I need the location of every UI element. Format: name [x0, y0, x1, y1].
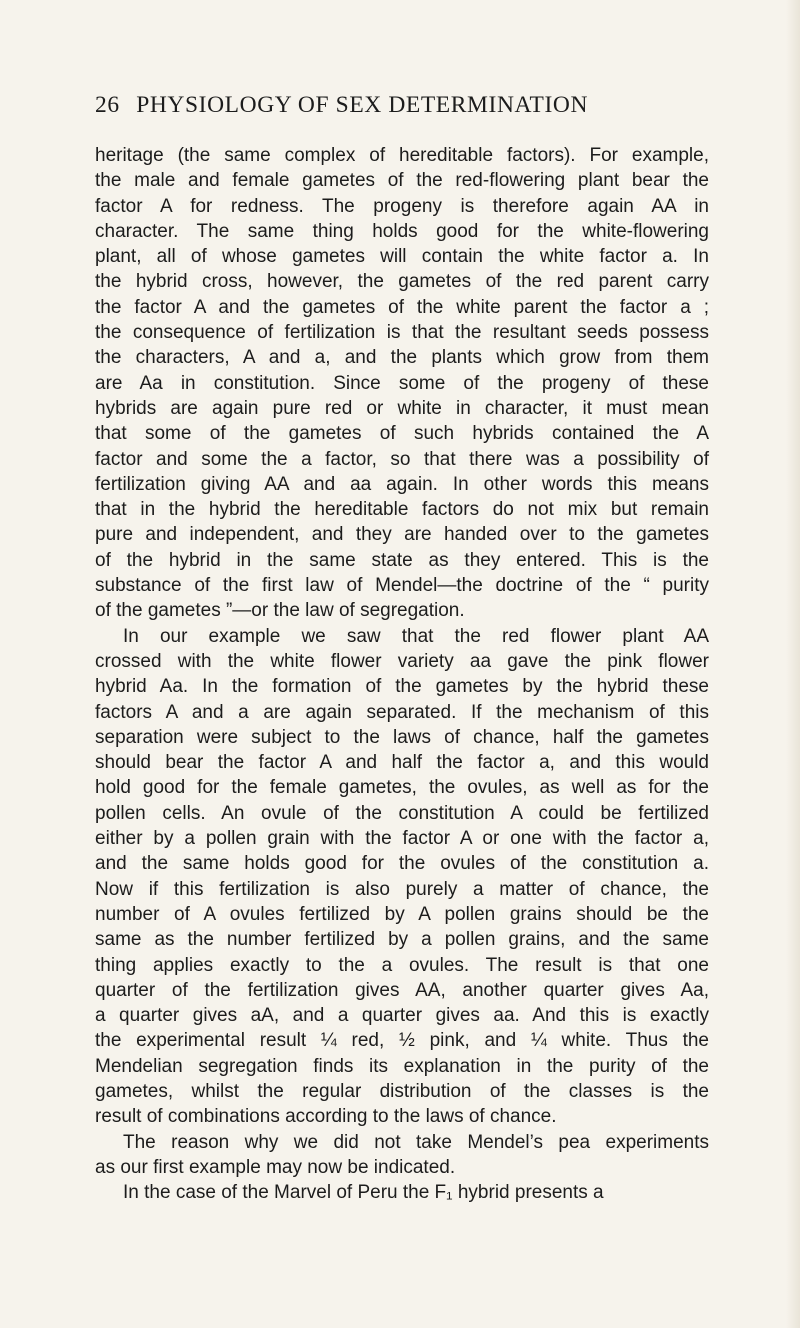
text-line: are Aa in constitution. Since some of the progeny of these: [95, 372, 709, 394]
text-line: crossed with the white flower variety aa gave the pink flower: [95, 650, 709, 672]
text-line: quarter of the fertilization gives AA, another quarter gives Aa,: [95, 979, 709, 1001]
text-line: pollen cells. An ovule of the constitution A could be fertilized: [95, 802, 709, 824]
text-line: hybrid Aa. In the formation of the gametes by the hybrid these: [95, 676, 709, 698]
text-line: should bear the factor A and half the factor a, and this would: [95, 752, 709, 774]
page-edge-shadow: [786, 0, 800, 1328]
text-line: result of combinations according to the laws of chance.: [95, 1106, 557, 1128]
text-line: gametes, whilst the regular distribution of the classes is the: [95, 1080, 709, 1102]
text-line: factors A and a are again separated. If the mechanism of this: [95, 701, 709, 723]
text-line: pure and independent, and they are handed over to the gametes: [95, 524, 709, 546]
text-line: the factor A and the gametes of the white parent the factor a ;: [95, 296, 709, 318]
text-line: factor and some the a factor, so that there was a possibility of: [95, 448, 709, 470]
text-line: The reason why we did not take Mendel’s pea experiments: [123, 1131, 709, 1153]
text-line: that in the hybrid the hereditable factors do not mix but remain: [95, 499, 709, 521]
text-line: the male and female gametes of the red-flowering plant bear the: [95, 170, 709, 192]
text-line: a quarter gives aA, and a quarter gives aa. And this is exactly: [95, 1005, 709, 1027]
page-number: 26: [95, 92, 120, 118]
text-line: character. The same thing holds good for the white-flowering: [95, 220, 709, 242]
body-text: [95, 143, 709, 1205]
text-line: hold good for the female gametes, the ovules, as well as for the: [95, 777, 709, 799]
text-line: thing applies exactly to the a ovules. The result is that one: [95, 954, 709, 976]
text-line: factor A for redness. The progeny is therefore again AA in: [95, 195, 709, 217]
text-line: the experimental result ¼ red, ½ pink, and ¼ white. Thus the: [95, 1030, 709, 1052]
text-line: Now if this fertilization is also purely a matter of chance, the: [95, 878, 709, 900]
text-line: the characters, A and a, and the plants which grow from them: [95, 347, 709, 369]
text-line: heritage (the same complex of hereditable factors). For example,: [95, 145, 709, 166]
text-line: of the hybrid in the same state as they entered. This is the: [95, 549, 709, 571]
text-line: In our example we saw that the red flower plant AA: [123, 625, 709, 647]
text-line: of the gametes ”—or the law of segregation.: [95, 600, 465, 622]
running-title: PHYSIOLOGY OF SEX DETERMINATION: [136, 92, 589, 118]
text-line: and the same holds good for the ovules of the constitution a.: [95, 853, 709, 875]
text-line: fertilization giving AA and aa again. In other words this means: [95, 473, 709, 495]
text-line: the consequence of fertilization is that the resultant seeds possess: [95, 322, 709, 344]
text-line: separation were subject to the laws of chance, half the gametes: [95, 726, 709, 748]
text-line: same as the number fertilized by a pollen grains, and the same: [95, 929, 709, 951]
text-line: that some of the gametes of such hybrids contained the A: [95, 423, 709, 445]
text-line: Mendelian segregation finds its explanation in the purity of the: [95, 1055, 709, 1077]
text-line: the hybrid cross, however, the gametes of the red parent carry: [95, 271, 709, 293]
text-line: number of A ovules fertilized by A pollen grains should be the: [95, 903, 709, 925]
page-header: [95, 92, 715, 119]
text-line: plant, all of whose gametes will contain the white factor a. In: [95, 246, 709, 268]
text-line: either by a pollen grain with the factor A or one with the factor a,: [95, 828, 709, 850]
text-line: as our first example may now be indicated.: [95, 1156, 456, 1178]
text-line: hybrids are again pure red or white in character, it must mean: [95, 397, 709, 419]
text-line: substance of the first law of Mendel—the doctrine of the “ purity: [95, 575, 709, 597]
text-line: In the case of the Marvel of Peru the F₁ hybrid presents a: [123, 1182, 604, 1204]
